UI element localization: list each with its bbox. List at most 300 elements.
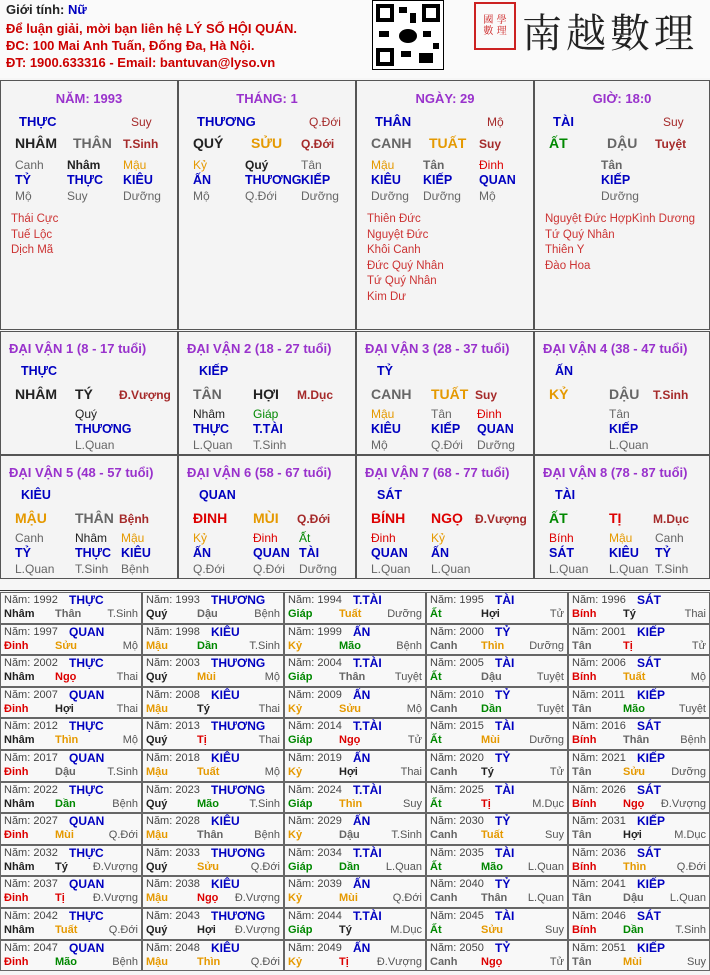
- heavenly-stem: NHÂM: [15, 386, 57, 402]
- year-label: [572, 689, 625, 701]
- year-prefix: Năm:: [430, 878, 457, 891]
- year-prefix: Năm:: [146, 657, 173, 670]
- year-prefix: Năm:: [430, 815, 457, 828]
- hidden-god: SÁT: [549, 546, 574, 560]
- contact-line-1: Để luận giải, mời bạn liên hệ LÝ SỐ HỘI QUÁN.: [6, 21, 297, 36]
- year-god: ẤN: [353, 687, 371, 702]
- year-stage: Mộ: [264, 671, 280, 684]
- year-stage: Q.Đới: [108, 924, 138, 936]
- qr-code: [372, 0, 444, 70]
- year-stage: Thai: [684, 608, 706, 620]
- year-god: THỰC: [69, 845, 104, 860]
- year-cell: [142, 782, 284, 814]
- heavenly-stem: QUÝ: [193, 135, 224, 151]
- year-stem: Kỷ: [288, 955, 303, 968]
- year-cell: [568, 750, 710, 782]
- year-cell: [0, 908, 142, 940]
- hidden-stage: L.Quan: [431, 562, 471, 576]
- year-stage: Bệnh: [254, 608, 280, 620]
- year-label: [4, 910, 58, 922]
- year-stage: Thai: [400, 766, 422, 778]
- year-label: [572, 815, 626, 827]
- year-god: TÀI: [495, 909, 515, 923]
- year-number: 2049: [317, 941, 342, 954]
- year-stem: Nhâm: [4, 860, 35, 873]
- year-god: TỶ: [495, 751, 511, 765]
- year-branch: Thân: [197, 829, 224, 842]
- year-label: [430, 689, 484, 701]
- year-stage: Dưỡng: [529, 639, 564, 652]
- hidden-stage: Mộ: [479, 189, 496, 203]
- hidden-stage: T.Sinh: [75, 562, 109, 576]
- year-label: [430, 720, 484, 732]
- header: [0, 0, 710, 78]
- year-branch: Sửu: [339, 702, 362, 715]
- earthly-branch: NGỌ: [431, 510, 463, 526]
- year-stem: Đinh: [4, 829, 29, 842]
- year-label: [430, 626, 484, 638]
- year-prefix: Năm:: [146, 815, 173, 828]
- year-label: [572, 784, 626, 796]
- year-label: [4, 752, 58, 764]
- earthly-branch: DẬU: [607, 135, 638, 151]
- year-number: 1997: [33, 625, 58, 638]
- year-cell: [284, 908, 426, 940]
- year-number: 2016: [601, 720, 626, 733]
- year-label: [430, 784, 484, 796]
- year-branch: Mùi: [481, 734, 500, 747]
- year-cell: [568, 940, 710, 972]
- year-label: [430, 657, 484, 669]
- year-branch: Mão: [197, 797, 219, 810]
- year-prefix: Năm:: [572, 815, 599, 828]
- year-stem: Kỷ: [288, 702, 303, 715]
- year-label: [430, 910, 484, 922]
- year-label: [288, 594, 342, 606]
- year-stem: Canh: [430, 639, 458, 652]
- year-label: [146, 657, 200, 669]
- year-cell: [568, 718, 710, 750]
- year-prefix: Năm:: [430, 688, 457, 701]
- year-branch: Thân: [339, 671, 366, 684]
- year-branch: Dần: [623, 924, 644, 936]
- pillar-nap: T.Sinh: [123, 137, 159, 151]
- year-god: TỶ: [495, 624, 511, 639]
- contact-phone-email: ĐT: 1900.633316 - Email: bantuvan@lyso.vn: [6, 55, 276, 70]
- year-stem: Tân: [572, 955, 592, 968]
- heavenly-stem: ĐINH: [193, 510, 228, 526]
- year-label: [146, 689, 200, 701]
- year-prefix: Năm:: [572, 657, 599, 670]
- year-god: KIÊU: [211, 751, 240, 765]
- year-stem: Giáp: [288, 860, 313, 873]
- pillar-panel: [178, 80, 356, 330]
- dai-van-nap: M.Dục: [653, 512, 689, 526]
- year-stem: Giáp: [288, 608, 313, 620]
- year-cell: [142, 592, 284, 624]
- dai-van-panel: [0, 331, 178, 455]
- pillar-panel: [534, 80, 710, 330]
- year-number: 1993: [175, 594, 200, 606]
- year-branch: Mùi: [197, 671, 216, 684]
- year-god: SÁT: [637, 656, 661, 671]
- dai-van-nap: Bệnh: [119, 512, 149, 526]
- hidden-stem: Ất: [299, 531, 311, 545]
- year-label: [4, 942, 58, 954]
- year-god: SÁT: [637, 593, 661, 607]
- year-label: [146, 942, 200, 954]
- star-item: Khôi Canh: [367, 244, 421, 257]
- gender-line: Giới tính: Nữ: [6, 2, 87, 17]
- year-prefix: Năm:: [430, 846, 457, 859]
- heavenly-stem: MẬU: [15, 510, 47, 526]
- year-label: [430, 942, 484, 954]
- year-god: KIÊU: [211, 687, 240, 702]
- year-god: KIÊU: [211, 877, 240, 892]
- heavenly-stem: ẤT: [549, 135, 568, 151]
- year-stem: Canh: [430, 702, 458, 715]
- year-label: [430, 815, 484, 827]
- year-stem: Ất: [430, 734, 442, 747]
- year-cell: [568, 908, 710, 940]
- year-label: [288, 847, 342, 859]
- year-god: ẤN: [353, 751, 371, 765]
- year-stem: Quý: [146, 860, 168, 873]
- year-god: KIẾP: [637, 624, 666, 639]
- year-cell: [568, 592, 710, 624]
- year-label: [572, 626, 626, 638]
- year-prefix: Năm:: [4, 752, 31, 764]
- hidden-stem: Mậu: [371, 158, 395, 172]
- year-stage: L.Quan: [385, 860, 422, 873]
- year-label: [4, 878, 58, 890]
- heavenly-stem: BÍNH: [371, 510, 406, 526]
- year-god: KIẾP: [637, 687, 666, 702]
- hidden-god: KIÊU: [121, 546, 151, 560]
- hidden-god: THƯƠNG: [245, 173, 302, 187]
- year-god: QUAN: [69, 814, 105, 829]
- year-prefix: Năm:: [572, 688, 599, 701]
- year-label: [4, 594, 58, 606]
- star-list: [11, 212, 58, 259]
- earthly-branch: HỢI: [253, 386, 279, 402]
- year-number: 2005: [459, 657, 484, 670]
- year-branch: Sửu: [481, 924, 504, 936]
- hidden-god: KIẾP: [423, 173, 453, 187]
- year-god: ẤN: [353, 814, 371, 829]
- year-stem: Ất: [430, 671, 442, 684]
- year-god: KIẾP: [637, 751, 666, 765]
- year-god: THỰC: [69, 909, 104, 923]
- year-number: 2017: [33, 752, 58, 764]
- year-stage: T.Sinh: [107, 766, 138, 778]
- year-cell: [142, 845, 284, 877]
- year-branch: Ngọ: [623, 797, 645, 810]
- hidden-god: ẤN: [193, 173, 212, 187]
- year-god: TÀI: [495, 593, 515, 607]
- year-stage: Tuyệt: [536, 671, 564, 684]
- year-label: [430, 752, 484, 764]
- year-stage: Dưỡng: [387, 608, 422, 620]
- year-label: [4, 847, 58, 859]
- year-branch: Sửu: [197, 860, 220, 873]
- year-god: THỰC: [69, 782, 104, 797]
- year-branch: Dậu: [481, 671, 502, 684]
- hidden-stem: Tân: [301, 158, 322, 172]
- pillar-god: TÀI: [553, 114, 574, 129]
- year-prefix: Năm:: [4, 878, 31, 891]
- year-branch: Thân: [55, 608, 82, 620]
- year-branch: Mão: [55, 955, 77, 968]
- hidden-stem: Mậu: [371, 407, 395, 421]
- year-prefix: Năm:: [572, 910, 599, 922]
- year-stem: Quý: [146, 734, 168, 747]
- year-cell: [142, 718, 284, 750]
- year-label: [288, 689, 342, 701]
- year-stem: Canh: [430, 892, 458, 905]
- year-stem: Nhâm: [4, 924, 35, 936]
- year-stage: Bệnh: [254, 829, 280, 842]
- year-prefix: Năm:: [288, 783, 315, 796]
- year-stage: Dưỡng: [671, 766, 706, 778]
- year-branch: Thìn: [339, 797, 363, 810]
- year-stage: Tử: [549, 608, 564, 620]
- dai-van-title: ĐẠI VẬN 4 (38 - 47 tuổi): [543, 341, 688, 356]
- year-prefix: Năm:: [288, 941, 315, 954]
- year-cell: [568, 782, 710, 814]
- heavenly-stem: ẤT: [549, 510, 568, 526]
- year-number: 2025: [459, 783, 484, 796]
- year-number: 2026: [601, 783, 626, 796]
- year-stage: Q.Đới: [250, 955, 280, 968]
- year-branch: Tý: [339, 924, 352, 936]
- year-branch: Mùi: [339, 892, 358, 905]
- year-prefix: Năm:: [4, 815, 31, 828]
- pillar-panel: [0, 80, 178, 330]
- year-stem: Ất: [430, 797, 442, 810]
- year-god: TỶ: [495, 877, 511, 892]
- year-stage: Thai: [116, 671, 138, 684]
- year-stem: Bính: [572, 797, 597, 810]
- dai-van-nap: T.Sinh: [653, 388, 689, 402]
- year-branch: Mão: [481, 860, 503, 873]
- year-stem: Mậu: [146, 829, 168, 842]
- year-branch: Hợi: [623, 829, 642, 842]
- year-stem: Quý: [146, 924, 168, 936]
- year-branch: Dậu: [55, 766, 76, 778]
- year-number: 1998: [175, 625, 200, 638]
- hidden-stage: Bệnh: [121, 562, 150, 576]
- year-number: 2003: [175, 657, 200, 670]
- star-item: Tứ Quý Nhân: [367, 275, 437, 288]
- year-branch: Mão: [339, 639, 361, 652]
- pillar-title: GIỜ: 18:0: [592, 91, 652, 106]
- hidden-stem: Tân: [601, 158, 623, 172]
- year-prefix: Năm:: [288, 594, 315, 606]
- year-god: T.TÀI: [353, 593, 382, 607]
- year-stage: M.Dục: [532, 797, 564, 810]
- year-number: 2018: [175, 752, 200, 764]
- year-prefix: Năm:: [430, 625, 457, 638]
- year-number: 2027: [33, 815, 58, 828]
- hidden-god: TỶ: [15, 546, 31, 560]
- year-stem: Kỷ: [288, 639, 303, 652]
- hidden-stage: L.Quan: [371, 562, 411, 576]
- year-god: T.TÀI: [353, 782, 382, 797]
- hidden-stem: Tân: [609, 407, 630, 421]
- year-branch: Dậu: [339, 829, 360, 842]
- year-prefix: Năm:: [288, 846, 315, 859]
- year-stage: Mộ: [690, 671, 706, 684]
- year-stage: Đ.Vượng: [234, 924, 280, 936]
- year-stage: Đ.Vượng: [92, 860, 138, 873]
- dai-van-god: ẤN: [555, 364, 574, 378]
- hidden-stage: L.Quan: [75, 438, 115, 452]
- year-branch: Mùi: [55, 829, 74, 842]
- year-stem: Ất: [430, 924, 442, 936]
- pillar-stage: Mộ: [487, 115, 504, 129]
- year-cell: [568, 876, 710, 908]
- hidden-stage: L.Quan: [549, 562, 589, 576]
- hidden-stem: Kỷ: [193, 531, 208, 545]
- hidden-stage: Q.Đới: [431, 438, 463, 452]
- year-stage: Bệnh: [396, 639, 422, 652]
- year-stem: Tân: [572, 766, 592, 778]
- dai-van-title: ĐẠI VẬN 6 (58 - 67 tuổi): [187, 465, 332, 480]
- year-prefix: Năm:: [430, 910, 457, 922]
- year-god: THỰC: [69, 656, 104, 671]
- year-table: [0, 590, 710, 975]
- year-stage: L.Quan: [527, 860, 564, 873]
- year-stem: Nhâm: [4, 671, 35, 684]
- year-branch: Hợi: [197, 924, 216, 936]
- hidden-stage: T.Sinh: [655, 562, 689, 576]
- year-number: 2038: [175, 878, 200, 891]
- year-branch: Sửu: [55, 639, 78, 652]
- hidden-god: QUAN: [479, 173, 516, 187]
- year-prefix: Năm:: [146, 783, 173, 796]
- year-label: [146, 878, 200, 890]
- year-label: [430, 847, 484, 859]
- year-stem: Giáp: [288, 924, 313, 936]
- year-cell: [284, 782, 426, 814]
- year-prefix: Năm:: [4, 846, 31, 859]
- hidden-god: THỰC: [67, 173, 104, 187]
- year-cell: [142, 813, 284, 845]
- year-prefix: Năm:: [4, 625, 31, 638]
- dai-van-title: ĐẠI VẬN 8 (78 - 87 tuổi): [543, 465, 688, 480]
- year-branch: Tý: [623, 608, 636, 620]
- year-number: 2043: [175, 910, 200, 922]
- year-god: TỶ: [495, 687, 511, 702]
- heavenly-stem: CANH: [371, 135, 412, 151]
- year-branch: Tý: [481, 766, 494, 778]
- year-stage: Mộ: [122, 734, 138, 747]
- year-cell: [284, 750, 426, 782]
- year-label: [572, 657, 626, 669]
- year-number: 2035: [459, 846, 484, 859]
- year-stage: Bệnh: [112, 955, 138, 968]
- year-number: 1992: [33, 594, 58, 606]
- year-number: 2047: [33, 941, 58, 954]
- hidden-god: TÀI: [299, 546, 320, 560]
- year-prefix: Năm:: [4, 594, 31, 606]
- earthly-branch: DẬU: [609, 386, 640, 402]
- year-prefix: Năm:: [288, 720, 315, 733]
- hidden-stem: Đinh: [479, 158, 504, 172]
- dai-van-panel: [534, 331, 710, 455]
- year-prefix: Năm:: [430, 752, 457, 764]
- year-stem: Đinh: [4, 639, 29, 652]
- year-branch: Tý: [55, 860, 68, 873]
- year-stem: Nhâm: [4, 608, 35, 620]
- year-prefix: Năm:: [4, 910, 31, 922]
- year-cell: [568, 624, 710, 656]
- dai-van-panel: [356, 455, 534, 579]
- hidden-god: TỶ: [655, 546, 671, 560]
- hidden-stage: Q.Đới: [253, 562, 285, 576]
- year-stem: Mậu: [146, 892, 168, 905]
- year-prefix: Năm:: [146, 688, 173, 701]
- year-label: [288, 910, 342, 922]
- dai-van-title: ĐẠI VẬN 7 (68 - 77 tuổi): [365, 465, 510, 480]
- year-number: 2046: [601, 910, 626, 922]
- year-stem: Nhâm: [4, 797, 35, 810]
- pillar-stage: Suy: [663, 115, 684, 129]
- year-cell: [426, 655, 568, 687]
- year-number: 2037: [33, 878, 58, 891]
- dai-van-god: THỰC: [21, 364, 58, 378]
- hidden-god: QUAN: [477, 422, 514, 436]
- earthly-branch: THÂN: [75, 510, 114, 526]
- year-god: THƯƠNG: [211, 656, 266, 671]
- year-god: ẤN: [353, 624, 371, 639]
- hidden-stem: Quý: [245, 158, 269, 172]
- year-label: [146, 784, 200, 796]
- year-god: THƯƠNG: [211, 593, 266, 607]
- hidden-stem: Tân: [431, 407, 452, 421]
- dai-van-title: ĐẠI VẬN 3 (28 - 37 tuổi): [365, 341, 510, 356]
- year-branch: Thìn: [197, 955, 221, 968]
- dai-van-god: TÀI: [555, 488, 576, 502]
- year-cell: [142, 940, 284, 972]
- year-branch: Tị: [623, 639, 633, 652]
- year-stage: Tử: [407, 734, 422, 747]
- year-branch: Tuất: [55, 924, 78, 936]
- year-stem: Mậu: [146, 702, 168, 715]
- year-cell: [0, 782, 142, 814]
- year-god: KIẾP: [637, 814, 666, 829]
- year-stage: L.Quan: [669, 892, 706, 905]
- year-stage: Tử: [691, 639, 706, 652]
- year-branch: Dậu: [623, 892, 644, 905]
- hidden-god: TỶ: [15, 173, 31, 187]
- year-stage: Q.Đới: [676, 860, 706, 873]
- year-prefix: Năm:: [288, 752, 315, 764]
- year-stem: Bính: [572, 608, 597, 620]
- year-prefix: Năm:: [146, 878, 173, 891]
- star-item: Nguyệt Đức: [367, 228, 429, 241]
- year-branch: Dần: [197, 639, 218, 652]
- year-cell: [284, 940, 426, 972]
- year-number: 2034: [317, 846, 342, 859]
- hidden-stage: Mộ: [371, 438, 388, 452]
- year-label: [146, 815, 200, 827]
- year-god: ẤN: [353, 877, 371, 892]
- year-number: 2007: [33, 688, 58, 701]
- year-stage: Tử: [549, 766, 564, 778]
- year-cell: [284, 655, 426, 687]
